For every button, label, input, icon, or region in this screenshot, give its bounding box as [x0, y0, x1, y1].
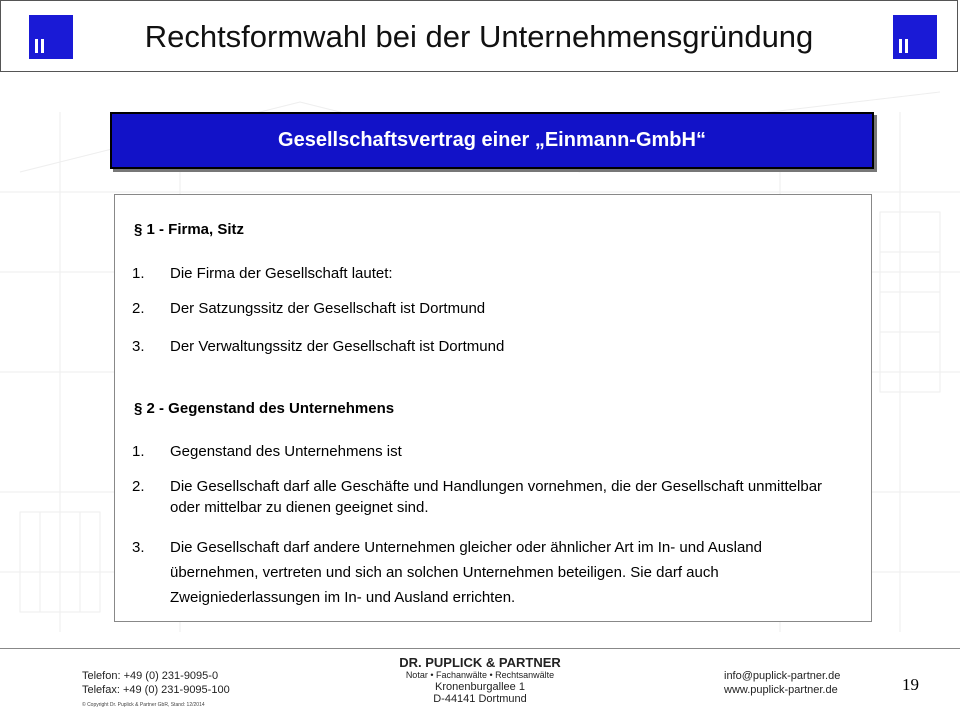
page-title: Rechtsformwahl bei der Unternehmensgründung [144, 19, 814, 54]
list-item [132, 441, 852, 462]
footer-city: D-44141 Dortmund [433, 693, 527, 705]
list-item-text: Die Gesellschaft darf alle Geschäfte und Handlungen vornehmen, die der Gesellschaft unmittelbar oder mittelbar zu dienen geeignet sind. [170, 478, 823, 516]
footer-email-link[interactable]: info@puplick-partner.de [724, 670, 841, 682]
slide-banner [110, 112, 874, 169]
list-item-number: 3. [132, 338, 145, 355]
footer-web [724, 669, 840, 697]
list-item-text: Der Verwaltungssitz der Gesellschaft ist Dortmund [170, 338, 505, 355]
list-item-text: Die Firma der Gesellschaft lautet: [170, 265, 393, 282]
footer-address [360, 657, 600, 705]
list-item [132, 263, 852, 284]
list-item-text: Die Gesellschaft darf andere Unternehmen gleicher oder ähnlicher Art im In- und Ausland übernehmen, vertreten und sich an solchen Unternehmen beteiligen. Sie darf auch Zweigniederlassungen im In- und Ausland errichten. [170, 539, 762, 606]
list-item [132, 298, 852, 319]
list-item-number: 1. [132, 443, 145, 460]
list-item-number: 1. [132, 265, 145, 282]
list-item-number: 2. [132, 478, 145, 495]
page-number: 19 [902, 675, 919, 694]
banner-title: Gesellschaftsvertrag einer „Einmann-GmbH“ [278, 129, 706, 151]
list-item [132, 535, 852, 610]
footer-firm-sub: Notar • Fachanwälte • Rechtsanwälte [405, 670, 555, 680]
footer-fax: Telefax: +49 (0) 231-9095-100 [82, 684, 230, 696]
footer-website-link[interactable]: www.puplick-partner.de [724, 684, 838, 696]
content-box [114, 194, 872, 622]
section-heading: § 1 - Firma, Sitz [134, 221, 245, 238]
list-item-number: 3. [132, 539, 145, 556]
footer [0, 648, 960, 721]
list-item [132, 476, 852, 518]
footer-street: Kronenburgallee 1 [435, 681, 525, 693]
footer-firm: DR. PUPLICK & PARTNER [399, 655, 561, 670]
list-item-text: Der Satzungssitz der Gesellschaft ist Dortmund [170, 300, 486, 317]
list-item-number: 2. [132, 300, 145, 317]
footer-contact [82, 669, 230, 697]
footer-phone: Telefon: +49 (0) 231-9095-0 [82, 670, 219, 682]
header [0, 0, 958, 72]
list-item [132, 336, 852, 357]
section-heading: § 2 - Gegenstand des Unternehmens [134, 400, 395, 417]
list-item-text: Gegenstand des Unternehmens ist [170, 443, 402, 460]
pp-logo-icon [893, 15, 937, 59]
footer-copyright: © Copyright Dr. Puplick & Partner GbR, Stand: 12/2014 [82, 702, 205, 708]
